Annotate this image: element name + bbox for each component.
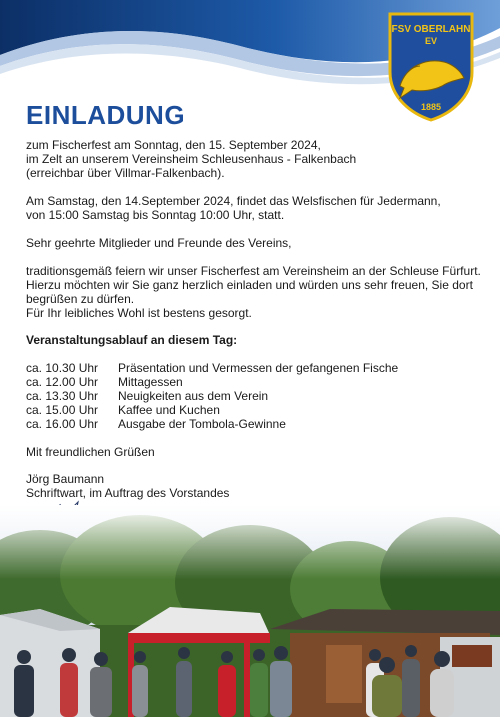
page-title: EINLADUNG: [26, 100, 186, 130]
schedule-item: Kaffee und Kuchen: [118, 403, 220, 417]
schedule-list: [26, 361, 398, 431]
schedule-item: Neuigkeiten aus dem Verein: [118, 389, 269, 403]
intro-line: (erreichbar über Villmar-Falkenbach).: [26, 166, 225, 180]
intro-line: im Zelt an unserem Vereinsheim Schleusenhaus - Falkenbach: [26, 152, 357, 166]
saturday-paragraph: [26, 194, 441, 222]
saturday-line: Am Samstag, den 14.September 2024, findet das Welsfischen für Jedermann,: [26, 194, 441, 208]
schedule-row: [26, 403, 398, 417]
body-line: begrüßen zu dürfen.: [26, 292, 135, 306]
saturday-line: von 15:00 Samstag bis Sonntag 10:00 Uhr, statt.: [26, 208, 285, 222]
schedule-item: Mittagessen: [118, 375, 183, 389]
intro-paragraph: [26, 138, 356, 180]
closing-text: Mit freundlichen Grüßen: [26, 445, 155, 459]
body-line: Hierzu möchten wir Sie ganz herzlich einladen und würden uns sehr freuen, Sie dort: [26, 278, 473, 292]
schedule-time: ca. 16.00 Uhr: [26, 417, 99, 431]
logo-year: 1885: [420, 102, 442, 112]
signer-name: Jörg Baumann: [26, 472, 105, 486]
festival-photo: [0, 505, 500, 717]
intro-line: zum Fischerfest am Sonntag, den 15. September 2024,: [26, 138, 321, 152]
logo-name-line1: FSV OBERLAHN: [391, 24, 471, 35]
schedule-heading: Veranstaltungsablauf an diesem Tag:: [26, 333, 238, 347]
schedule-row: [26, 389, 398, 403]
schedule-row: [26, 375, 398, 389]
schedule-time: ca. 13.30 Uhr: [26, 389, 99, 403]
schedule-row: [26, 417, 398, 431]
body-paragraph: [26, 264, 481, 320]
schedule-row: [26, 361, 398, 375]
logo-name-line2: EV: [424, 36, 438, 46]
signer-role: Schriftwart, im Auftrag des Vorstandes: [26, 486, 230, 500]
body-line: traditionsgemäß feiern wir unser Fischerfest am Vereinsheim an der Schleuse Fürfurt.: [26, 264, 481, 278]
club-logo: [386, 10, 476, 122]
greeting: Sehr geehrte Mitglieder und Freunde des Vereins,: [26, 236, 292, 250]
schedule-time: ca. 10.30 Uhr: [26, 361, 99, 375]
schedule-item: Präsentation und Vermessen der gefangenen Fische: [118, 361, 399, 375]
schedule-time: ca. 12.00 Uhr: [26, 375, 99, 389]
schedule-time: ca. 15.00 Uhr: [26, 403, 99, 417]
body-line: Für Ihr leibliches Wohl ist bestens gesorgt.: [26, 306, 252, 320]
schedule-item: Ausgabe der Tombola-Gewinne: [118, 417, 286, 431]
